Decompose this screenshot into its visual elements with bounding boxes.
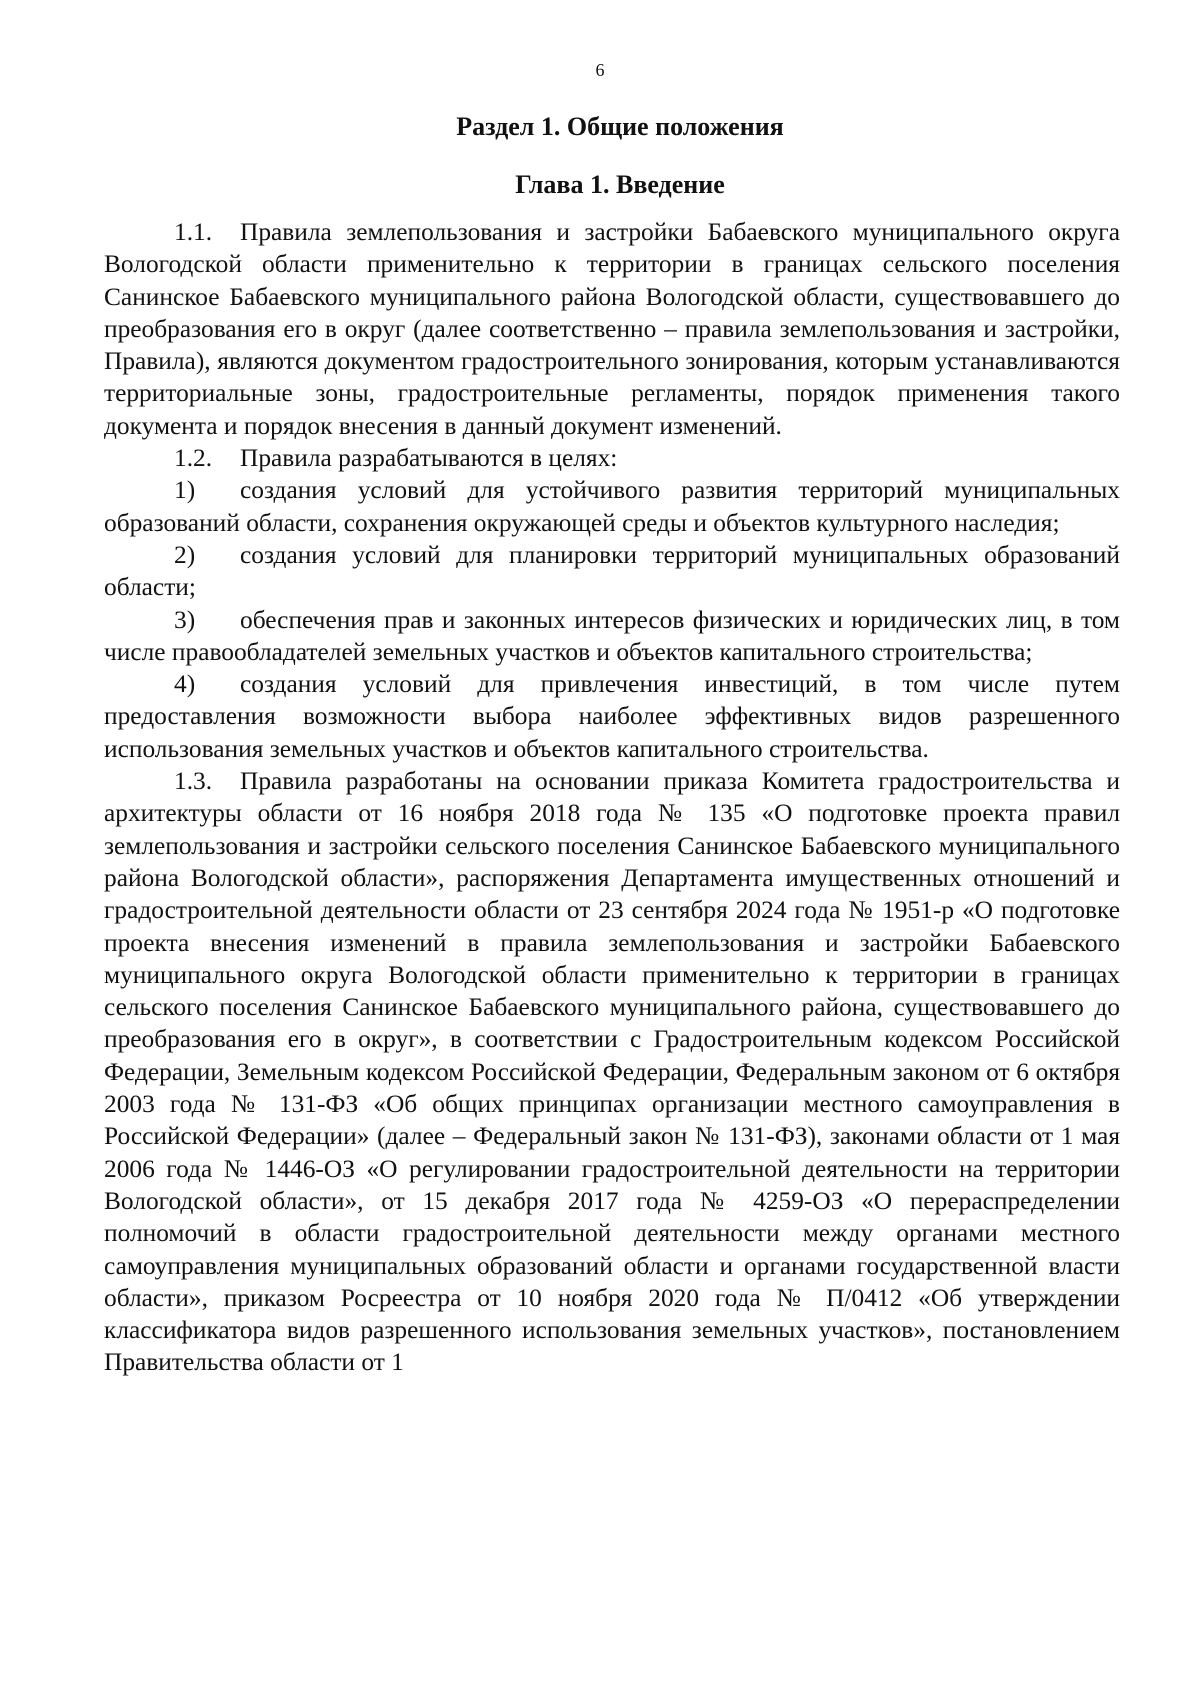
section-title: Раздел 1. Общие положения bbox=[456, 112, 784, 141]
paragraph-1-2 bbox=[104, 442, 1120, 474]
list-item-text: создания условий для привлечения инвестиций, в том числе путем предоставления возможности выбора наиболее эффективных видов разрешенного использования земельных участков и объектов капитального строительства. bbox=[104, 670, 1120, 763]
list-item-text: создания условий для планировки территорий муниципальных образований области; bbox=[104, 540, 1120, 602]
list-item-number: 4) bbox=[174, 670, 196, 699]
list-item-3 bbox=[104, 604, 1120, 669]
paragraph-number: 1.1. bbox=[174, 218, 213, 246]
paragraph-text: Правила разрабатываются в целях: bbox=[240, 444, 618, 473]
paragraph-number: 1.2. bbox=[174, 444, 213, 473]
list-item-text: создания условий для устойчивого развития территорий муниципальных образований области, сохранения окружающей среды и объектов культурного наследия; bbox=[104, 476, 1120, 537]
document-body bbox=[104, 216, 1120, 1379]
list-item-number: 1) bbox=[174, 476, 196, 505]
paragraph-text: Правила разработаны на основании приказа Комитета градостроительства и архитектуры области от 16 ноября 2018 года № 135 «О подготовке проекта правил землепользования и застройки сельского поселения Санинское Бабаевского муниципального района Вологодской области», распоряжения Департамента имущественных отношений и градостроительной деятельности области от 23 сентября 2024 года № 1951-р «О подготовке проекта внесения изменений в правила землепользования и застройки Бабаевского муниципального округа Вологодской области применительно к территории в границах сельского поселения Санинское Бабаевского муниципального района, существовавшего до преобразования его в округ», в соответствии с Градостроительным кодексом Российской Федерации, Земельным кодексом Российской Федерации, Федеральным законом от 6 октября 2003 года № 131-ФЗ «Об общих принципах организации местного самоуправления в Российской Федерации» (далее – Федеральный закон № 131-ФЗ), законами области от 1 мая 2006 года № 1446-ОЗ «О регулировании градостроительной деятельности на территории Вологодской области», от 15 декабря 2017 года № 4259-ОЗ «О перераспределении полномочий в области градостроительной деятельности между органами местного самоуправления муниципальных образований области и органами государственной власти области», приказом Росреестра от 10 ноября 2020 года № П/0412 «Об утверждении классификатора видов разрешенного использования земельных участков», постановлением Правительства области от 1 bbox=[104, 767, 1120, 1377]
chapter-title: Глава 1. Введение bbox=[515, 170, 725, 199]
list-item-1 bbox=[104, 474, 1120, 539]
paragraph-1-1 bbox=[104, 216, 1120, 442]
paragraph-1-3 bbox=[104, 765, 1120, 1379]
paragraph-number: 1.3. bbox=[174, 767, 213, 796]
list-item-text: обеспечения прав и законных интересов физических и юридических лиц, в том числе правообладателей земельных участков и объектов капитального строительства; bbox=[104, 605, 1120, 666]
list-item-number: 2) bbox=[174, 540, 196, 569]
paragraph-text: Правила землепользования и застройки Бабаевского муниципального округа Вологодской области применительно к территории в границах сельского поселения Санинское Бабаевского муниципального района Вологодской области, существовавшего до преобразования его в округ (далее соответственно – правила землепользования и застройки, Правила), являются документом градостроительного зонирования, которым устанавливаются территориальные зоны, градостроительные регламенты, порядок применения такого документа и порядок внесения в данный документ изменений. bbox=[104, 218, 1120, 440]
list-item-4 bbox=[104, 668, 1120, 765]
list-item-number: 3) bbox=[174, 605, 196, 634]
page-number: 6 bbox=[595, 60, 605, 80]
list-item-2 bbox=[104, 539, 1120, 604]
